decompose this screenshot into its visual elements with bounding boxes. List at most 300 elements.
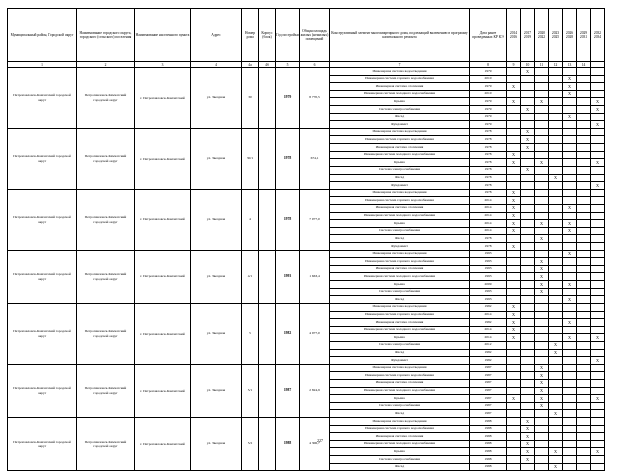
period-mark-cell — [521, 90, 535, 98]
period-mark-cell — [577, 212, 591, 220]
period-mark-cell: X — [591, 121, 605, 129]
period-mark-cell: X — [549, 174, 563, 182]
period-mark-cell — [521, 227, 535, 235]
period-mark-cell — [507, 75, 521, 83]
table-row — [8, 68, 605, 76]
period-mark-cell — [591, 265, 605, 273]
period-mark-cell — [549, 243, 563, 251]
period-mark-cell — [507, 144, 521, 152]
element-name-cell: Инженерная система отопления — [330, 204, 470, 212]
street-cell: ул. Звездная — [191, 364, 242, 417]
build-year-cell: 1978 — [276, 189, 300, 250]
period-mark-cell: X — [535, 387, 549, 395]
street-cell: ул. Звездная — [191, 189, 242, 250]
period-mark-cell — [549, 98, 563, 106]
period-mark-cell — [577, 243, 591, 251]
period-mark-cell — [521, 182, 535, 190]
settlement-cell: Петропавловск-Камчатский городской округ — [77, 250, 135, 303]
column-number: 12 — [549, 62, 563, 68]
period-mark-cell — [507, 121, 521, 129]
build-year-cell: 1982 — [276, 303, 300, 364]
period-mark-cell — [549, 250, 563, 258]
period-mark-cell — [591, 235, 605, 243]
build-year-cell: 1978 — [276, 128, 300, 189]
element-name-cell: Система электроснабжения — [330, 227, 470, 235]
column-number: 4а — [242, 62, 259, 68]
element-name-cell: Инженерная система водоотведения — [330, 189, 470, 197]
repair-program-table — [7, 8, 605, 471]
period-mark-cell — [549, 288, 563, 296]
previous-repair-cell: 1987 — [470, 402, 507, 410]
period-mark-cell — [591, 220, 605, 228]
period-mark-cell — [507, 288, 521, 296]
previous-repair-cell: 1978 — [470, 151, 507, 159]
element-name-cell: Инженерная система отопления — [330, 433, 470, 441]
previous-repair-cell: 1978 — [470, 243, 507, 251]
period-mark-cell — [563, 357, 577, 365]
header-period-4: 2023 2025 — [549, 9, 563, 62]
period-mark-cell — [591, 166, 605, 174]
period-mark-cell: X — [507, 189, 521, 197]
period-mark-cell — [577, 463, 591, 471]
period-mark-cell: X — [521, 456, 535, 464]
previous-repair-cell: 2012 — [470, 341, 507, 349]
page-number: 227 — [317, 438, 323, 443]
element-name-cell: Фасад — [330, 113, 470, 121]
house-number-cell: 5/2 — [242, 418, 259, 471]
district-cell: Петропавловск-Камчатский городской округ — [8, 418, 77, 471]
locality-cell: г. Петропавловск-Камчатский — [135, 364, 191, 417]
period-mark-cell — [577, 136, 591, 144]
period-mark-cell — [591, 189, 605, 197]
period-mark-cell — [563, 235, 577, 243]
element-name-cell: Инженерная система горячего водоснабжения — [330, 372, 470, 380]
column-number: 14 — [577, 62, 591, 68]
period-mark-cell: X — [507, 243, 521, 251]
period-mark-cell — [577, 341, 591, 349]
period-mark-cell: X — [535, 281, 549, 289]
header-locality: Наименование населенного пункта — [135, 9, 191, 62]
period-mark-cell — [591, 151, 605, 159]
period-mark-cell — [521, 151, 535, 159]
street-cell: ул. Звездная — [191, 68, 242, 129]
period-mark-cell — [577, 372, 591, 380]
period-mark-cell — [563, 379, 577, 387]
column-number: 5 — [276, 62, 300, 68]
previous-repair-cell: 1979 — [470, 98, 507, 106]
period-mark-cell — [535, 182, 549, 190]
period-mark-cell — [591, 379, 605, 387]
period-mark-cell — [521, 243, 535, 251]
period-mark-cell — [507, 410, 521, 418]
period-mark-cell — [535, 106, 549, 114]
period-mark-cell — [535, 189, 549, 197]
period-mark-cell — [577, 288, 591, 296]
period-mark-cell: X — [507, 326, 521, 334]
period-mark-cell: X — [563, 83, 577, 91]
period-mark-cell — [535, 212, 549, 220]
district-cell: Петропавловск-Камчатский городской округ — [8, 250, 77, 303]
period-mark-cell: X — [507, 311, 521, 319]
period-mark-cell — [535, 425, 549, 433]
period-mark-cell — [549, 189, 563, 197]
period-mark-cell — [521, 113, 535, 121]
table-row — [8, 128, 605, 136]
period-mark-cell — [549, 159, 563, 167]
period-mark-cell — [507, 113, 521, 121]
period-mark-cell — [577, 128, 591, 136]
period-mark-cell — [521, 83, 535, 91]
period-mark-cell — [507, 372, 521, 380]
street-cell: ул. Звездная — [191, 303, 242, 364]
period-mark-cell — [521, 341, 535, 349]
period-mark-cell — [507, 235, 521, 243]
previous-repair-cell: 1978 — [470, 235, 507, 243]
period-mark-cell — [549, 334, 563, 342]
element-name-cell: Фундамент — [330, 243, 470, 251]
period-mark-cell — [507, 90, 521, 98]
build-year-cell: 1993 — [276, 250, 300, 303]
period-mark-cell — [577, 83, 591, 91]
period-mark-cell: X — [535, 235, 549, 243]
house-number-cell: 4/1 — [242, 250, 259, 303]
period-mark-cell: X — [535, 273, 549, 281]
period-mark-cell — [591, 281, 605, 289]
period-mark-cell — [535, 197, 549, 205]
period-mark-cell — [549, 402, 563, 410]
period-mark-cell — [549, 379, 563, 387]
period-mark-cell — [549, 326, 563, 334]
period-mark-cell: X — [507, 319, 521, 327]
period-mark-cell: X — [549, 341, 563, 349]
period-mark-cell: X — [521, 433, 535, 441]
element-name-cell: Инженерная система холодного водоснабжения — [330, 440, 470, 448]
period-mark-cell — [591, 341, 605, 349]
previous-repair-cell: 2009 — [470, 281, 507, 289]
period-mark-cell — [563, 364, 577, 372]
period-mark-cell — [507, 174, 521, 182]
period-mark-cell — [591, 136, 605, 144]
period-mark-cell — [549, 136, 563, 144]
period-mark-cell — [507, 456, 521, 464]
period-mark-cell — [591, 303, 605, 311]
element-name-cell: Инженерная система отопления — [330, 319, 470, 327]
period-mark-cell: X — [507, 227, 521, 235]
period-mark-cell — [549, 90, 563, 98]
period-mark-cell: X — [521, 136, 535, 144]
element-name-cell: Инженерная система отопления — [330, 265, 470, 273]
period-mark-cell — [535, 121, 549, 129]
period-mark-cell — [535, 128, 549, 136]
period-mark-cell — [507, 463, 521, 471]
period-mark-cell — [591, 402, 605, 410]
period-mark-cell: X — [563, 75, 577, 83]
previous-repair-cell: 1979 — [470, 68, 507, 76]
period-mark-cell — [507, 166, 521, 174]
period-mark-cell: X — [549, 349, 563, 357]
period-mark-cell — [521, 265, 535, 273]
period-mark-cell — [563, 121, 577, 129]
period-mark-cell — [549, 227, 563, 235]
column-number: 4 — [191, 62, 242, 68]
period-mark-cell: X — [563, 296, 577, 304]
period-mark-cell — [577, 281, 591, 289]
period-mark-cell — [535, 204, 549, 212]
previous-repair-cell: 1978 — [470, 174, 507, 182]
previous-repair-cell: 2014 — [470, 212, 507, 220]
previous-repair-cell: 1978 — [470, 166, 507, 174]
element-name-cell: Система электроснабжения — [330, 106, 470, 114]
period-mark-cell — [563, 288, 577, 296]
house-number-cell: 4 — [242, 189, 259, 250]
locality-cell: г. Петропавловск-Камчатский — [135, 189, 191, 250]
period-mark-cell — [549, 83, 563, 91]
previous-repair-cell: 2010 — [470, 90, 507, 98]
previous-repair-cell: 1987 — [470, 364, 507, 372]
previous-repair-cell: 1979 — [470, 121, 507, 129]
period-mark-cell: X — [507, 83, 521, 91]
period-mark-cell: X — [521, 418, 535, 426]
period-mark-cell — [591, 326, 605, 334]
period-mark-cell — [549, 425, 563, 433]
settlement-cell: Петропавловск-Камчатский городской округ — [77, 364, 135, 417]
element-name-cell: Фасад — [330, 410, 470, 418]
period-mark-cell — [563, 189, 577, 197]
header-period-3: 2020 2022 — [535, 9, 549, 62]
element-name-cell: Инженерная система водоотведения — [330, 418, 470, 426]
period-mark-cell — [521, 197, 535, 205]
period-mark-cell: X — [563, 220, 577, 228]
period-mark-cell — [563, 151, 577, 159]
element-name-cell: Инженерная система холодного водоснабжения — [330, 212, 470, 220]
period-mark-cell — [577, 144, 591, 152]
period-mark-cell — [549, 395, 563, 403]
house-number-cell: 5 — [242, 303, 259, 364]
period-mark-cell — [549, 75, 563, 83]
period-mark-cell — [563, 326, 577, 334]
corpus-cell — [259, 418, 276, 471]
period-mark-cell: X — [507, 220, 521, 228]
period-mark-cell: X — [507, 212, 521, 220]
element-name-cell: Крыша — [330, 395, 470, 403]
period-mark-cell — [577, 204, 591, 212]
column-number: 13 — [563, 62, 577, 68]
previous-repair-cell: 1993 — [470, 296, 507, 304]
period-mark-cell — [535, 463, 549, 471]
element-name-cell: Инженерная система холодного водоснабжения — [330, 151, 470, 159]
period-mark-cell: X — [591, 182, 605, 190]
period-mark-cell: X — [507, 159, 521, 167]
header-element: Конструктивный элемент многоквартирного дома, подлежащий включению в программу капитального ремонта — [330, 9, 470, 62]
period-mark-cell — [549, 212, 563, 220]
area-cell: 8 770,5 — [300, 68, 330, 129]
period-mark-cell — [521, 364, 535, 372]
element-name-cell: Инженерная система отопления — [330, 379, 470, 387]
previous-repair-cell: 2014 — [470, 311, 507, 319]
period-mark-cell — [577, 220, 591, 228]
previous-repair-cell: 2014 — [470, 227, 507, 235]
period-mark-cell — [563, 258, 577, 266]
period-mark-cell — [563, 387, 577, 395]
header-period-7: 2032 2034 — [591, 9, 605, 62]
settlement-cell: Петропавловск-Камчатский городской округ — [77, 418, 135, 471]
previous-repair-cell: 1993 — [470, 265, 507, 273]
period-mark-cell — [507, 258, 521, 266]
period-mark-cell — [521, 75, 535, 83]
period-mark-cell: X — [507, 151, 521, 159]
period-mark-cell — [507, 250, 521, 258]
period-mark-cell — [535, 68, 549, 76]
previous-repair-cell: 1982 — [470, 357, 507, 365]
period-mark-cell — [577, 379, 591, 387]
period-mark-cell — [563, 463, 577, 471]
period-mark-cell — [549, 144, 563, 152]
header-house-number: Номер дома — [242, 9, 259, 62]
period-mark-cell: X — [549, 463, 563, 471]
period-mark-cell — [563, 265, 577, 273]
element-name-cell: Фундамент — [330, 357, 470, 365]
period-mark-cell — [549, 303, 563, 311]
house-number-cell: 30/1 — [242, 128, 259, 189]
period-mark-cell: X — [535, 395, 549, 403]
period-mark-cell: X — [591, 334, 605, 342]
period-mark-cell — [549, 68, 563, 76]
period-mark-cell — [577, 402, 591, 410]
previous-repair-cell: 1982 — [470, 349, 507, 357]
column-number: 7 — [330, 62, 470, 68]
street-cell: ул. Звездная — [191, 250, 242, 303]
period-mark-cell — [563, 144, 577, 152]
period-mark-cell — [535, 151, 549, 159]
header-period-6: 2029 2031 — [577, 9, 591, 62]
period-mark-cell — [577, 68, 591, 76]
previous-repair-cell: 1979 — [470, 113, 507, 121]
period-mark-cell — [591, 288, 605, 296]
previous-repair-cell: 2014 — [470, 197, 507, 205]
period-mark-cell: X — [591, 448, 605, 456]
period-mark-cell — [521, 204, 535, 212]
period-mark-cell — [577, 90, 591, 98]
period-mark-cell — [521, 349, 535, 357]
previous-repair-cell: 1978 — [470, 128, 507, 136]
table-row — [8, 189, 605, 197]
period-mark-cell — [507, 136, 521, 144]
period-mark-cell — [521, 372, 535, 380]
period-mark-cell — [549, 106, 563, 114]
period-mark-cell — [535, 311, 549, 319]
element-name-cell: Фасад — [330, 349, 470, 357]
element-name-cell: Инженерная система горячего водоснабжения — [330, 75, 470, 83]
column-number: 1 — [8, 62, 77, 68]
period-mark-cell — [535, 357, 549, 365]
period-mark-cell — [591, 311, 605, 319]
period-mark-cell — [577, 395, 591, 403]
previous-repair-cell: 1982 — [470, 319, 507, 327]
corpus-cell — [259, 68, 276, 129]
previous-repair-cell: 1978 — [470, 144, 507, 152]
previous-repair-cell: 1987 — [470, 395, 507, 403]
period-mark-cell — [507, 273, 521, 281]
period-mark-cell — [521, 159, 535, 167]
period-mark-cell: X — [535, 364, 549, 372]
period-mark-cell — [563, 395, 577, 403]
previous-repair-cell: 1988 — [470, 418, 507, 426]
element-name-cell: Система электроснабжения — [330, 341, 470, 349]
period-mark-cell — [535, 174, 549, 182]
period-mark-cell — [591, 319, 605, 327]
period-mark-cell — [577, 182, 591, 190]
period-mark-cell — [507, 182, 521, 190]
table-row — [8, 303, 605, 311]
period-mark-cell — [507, 281, 521, 289]
period-mark-cell — [591, 463, 605, 471]
header-area: Общая площадь жилых (нежилых) помещений — [300, 9, 330, 62]
period-mark-cell — [521, 235, 535, 243]
build-year-cell: 1987 — [276, 364, 300, 417]
period-mark-cell — [577, 75, 591, 83]
district-cell: Петропавловск-Камчатский городской округ — [8, 68, 77, 129]
area-cell: 674,1 — [300, 128, 330, 189]
period-mark-cell — [535, 418, 549, 426]
element-name-cell: Система электроснабжения — [330, 288, 470, 296]
period-mark-cell: X — [521, 68, 535, 76]
element-name-cell: Фасад — [330, 174, 470, 182]
period-mark-cell — [521, 334, 535, 342]
element-name-cell: Инженерная система горячего водоснабжения — [330, 311, 470, 319]
period-mark-cell — [535, 296, 549, 304]
period-mark-cell — [563, 311, 577, 319]
period-mark-cell — [507, 106, 521, 114]
period-mark-cell — [535, 319, 549, 327]
settlement-cell: Петропавловск-Камчатский городской округ — [77, 303, 135, 364]
period-mark-cell — [577, 418, 591, 426]
period-mark-cell — [535, 456, 549, 464]
period-mark-cell — [521, 212, 535, 220]
period-mark-cell — [535, 144, 549, 152]
column-number: 9 — [507, 62, 521, 68]
period-mark-cell — [591, 418, 605, 426]
locality-cell: г. Петропавловск-Камчатский — [135, 250, 191, 303]
element-name-cell: Крыша — [330, 334, 470, 342]
element-name-cell: Фасад — [330, 463, 470, 471]
element-name-cell: Инженерная система холодного водоснабжения — [330, 90, 470, 98]
period-mark-cell — [563, 303, 577, 311]
period-mark-cell — [563, 136, 577, 144]
period-mark-cell — [563, 418, 577, 426]
period-mark-cell — [591, 273, 605, 281]
previous-repair-cell: 1979 — [470, 106, 507, 114]
period-mark-cell — [521, 121, 535, 129]
period-mark-cell — [521, 395, 535, 403]
element-name-cell: Фундамент — [330, 182, 470, 190]
period-mark-cell — [535, 410, 549, 418]
period-mark-cell — [591, 425, 605, 433]
corpus-cell — [259, 364, 276, 417]
period-mark-cell — [577, 387, 591, 395]
element-name-cell: Крыша — [330, 159, 470, 167]
period-mark-cell — [577, 349, 591, 357]
period-mark-cell: X — [563, 281, 577, 289]
previous-repair-cell: 1987 — [470, 372, 507, 380]
period-mark-cell — [577, 250, 591, 258]
period-mark-cell — [507, 128, 521, 136]
element-name-cell: Система электроснабжения — [330, 402, 470, 410]
period-mark-cell — [549, 235, 563, 243]
header-previous-repair: Дата ранее проведенных КР КЭ — [470, 9, 507, 62]
period-mark-cell — [549, 296, 563, 304]
district-cell: Петропавловск-Камчатский городской округ — [8, 364, 77, 417]
period-mark-cell: X — [507, 197, 521, 205]
